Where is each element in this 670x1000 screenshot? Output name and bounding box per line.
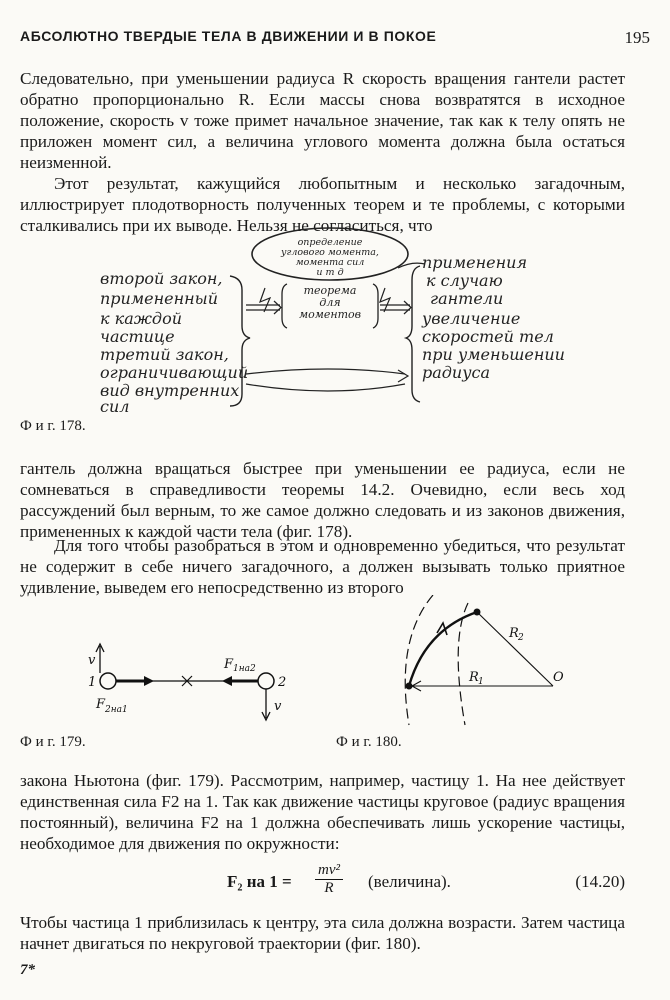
particle-2: [258, 673, 274, 689]
paragraph-3: гантель должна вращаться быстрее при уменьшении ее радиуса, если не сомневаться в справедливости теоремы 14.2. Очевидно, если весь ход рассуждений был верным, то же самое должно следовать и из законов движения, примененных к каждой части тела (фиг. 178).: [20, 459, 625, 541]
equation-denominator: R: [324, 880, 334, 896]
equation-14-20: [20, 862, 625, 902]
force-21-subscript: 2на1: [105, 705, 128, 715]
r1-subscript: 1: [478, 677, 484, 687]
bubble-line: момента сил: [295, 257, 365, 268]
middle-line: для: [319, 296, 341, 309]
origin-label: O: [553, 670, 564, 685]
equation-note: (величина).: [368, 872, 451, 891]
middle-line: моментов: [298, 308, 362, 321]
particle-1-label: 1: [88, 675, 97, 690]
paragraph-1: Следовательно, при уменьшении радиуса R скорость вращения гантели растет обратно пропорционально R. Если массы снова возвратятся в исходное положение, скорость v тоже примет начальное значение, так как к телу опять не приложен момент сил, а величина углового момента должна была остаться неизменной.: [20, 69, 625, 172]
arrow-from-theorem-head: [404, 301, 411, 314]
page-number: 195: [624, 28, 650, 47]
r2-label: R: [509, 626, 519, 641]
arrow-to-theorem-head: [274, 301, 281, 314]
fig178-left-line: частице: [100, 327, 175, 346]
figure-179-caption: Ф и г. 179.: [20, 734, 86, 750]
running-title: АБСОЛЮТНО ТВЕРДЫЕ ТЕЛА В ДВИЖЕНИИ И В ПОКОЕ: [20, 28, 437, 44]
force-12-subscript: 1на2: [233, 664, 256, 674]
paragraph-2: Этот результат, кажущийся любопытным и несколько загадочным, иллюстрирует плодотворность полученных теорем и те проблемы, с которыми сталкивались при их выводе. Нельзя не согласиться, что: [20, 174, 625, 235]
page-header: [20, 28, 650, 50]
fig178-right-line: радиуса: [422, 363, 491, 382]
lower-arrow-bottom: [246, 384, 405, 391]
paragraph-5: закона Ньютона (фиг. 179). Рассмотрим, например, частицу 1. На нее действует единственная сила F2 на 1. Так как движение частицы круговое (радиус вращения постоянный), величина F2 на 1 должна обеспечивать лишь ускорение частицы, необходимое для движения по окружности:: [20, 771, 625, 853]
force-12-label: F: [224, 657, 234, 672]
equation-lhs: F₂ на 1 =: [227, 872, 292, 891]
fig178-left-line: сил: [100, 397, 130, 416]
radius-r2: [477, 612, 553, 686]
fig178-right-line: гантели: [430, 289, 504, 308]
r1-label: R: [469, 670, 479, 685]
paragraph-6: Чтобы частица 1 приблизилась к центру, эта сила должна возрасти. Затем частица начнет двигаться по некруговой траектории (фиг. 180).: [20, 913, 625, 953]
v-top-label: v: [88, 653, 96, 668]
bubble-line: определение: [297, 237, 363, 248]
signature-mark: 7*: [20, 962, 35, 978]
figure-180-diagram: [395, 595, 575, 730]
paragraph-4: Для того чтобы разобраться в этом и одновременно убедиться, что результат не содержит в себе ничего загадочного, а должен вызывать только приятное удивление, выведем его непосредственно из второго: [20, 536, 625, 597]
lightning-arrow-left: [260, 288, 270, 312]
r2-subscript: 2: [518, 633, 524, 643]
bubble-line: углового момента,: [281, 247, 379, 258]
fig178-left-line: ограничивающий: [100, 363, 249, 382]
figure-180-caption: Ф и г. 180.: [336, 734, 402, 750]
equation-numerator: mv²: [318, 862, 340, 878]
fig178-left-line: третий закон,: [100, 345, 229, 364]
fig178-right-line: скоростей тел: [422, 327, 554, 346]
fig178-left-text: [100, 269, 248, 416]
figure-178-diagram: [80, 226, 580, 416]
equation-number: (14.20): [575, 872, 625, 891]
fig178-left-line: вид внутренних: [100, 381, 240, 400]
fig178-right-line: увеличение: [422, 309, 521, 328]
fig178-right-text: [421, 253, 565, 382]
inner-circle-arc: [458, 603, 468, 725]
particle-1: [100, 673, 116, 689]
middle-bracket-right: [373, 284, 378, 328]
right-brace: [406, 266, 420, 402]
figure-178-caption: Ф и г. 178.: [20, 418, 86, 434]
fig178-left-line: второй закон,: [100, 269, 223, 288]
middle-bracket-left: [282, 284, 287, 328]
bubble-line: и т д: [316, 267, 344, 278]
equation-fraction: [315, 862, 343, 897]
lower-arrow-top: [246, 369, 405, 374]
v-bottom-label: v: [274, 699, 282, 714]
lightning-arrow-right: [380, 288, 390, 312]
fig178-left-line: примененный: [100, 289, 219, 308]
fig178-right-line: к случаю: [426, 271, 503, 290]
force-21-label: F: [96, 697, 106, 712]
figure-179-diagram: [78, 638, 298, 733]
middle-line: теорема: [303, 284, 357, 297]
fig178-right-line: при уменьшении: [422, 345, 565, 364]
fig178-right-line: применения: [422, 253, 528, 272]
fig178-left-line: к каждой: [100, 309, 182, 328]
particle-2-label: 2: [278, 675, 287, 690]
force-on-1-head: [144, 676, 154, 686]
lower-arrow-head: [398, 370, 408, 382]
force-on-2-head: [222, 676, 232, 686]
